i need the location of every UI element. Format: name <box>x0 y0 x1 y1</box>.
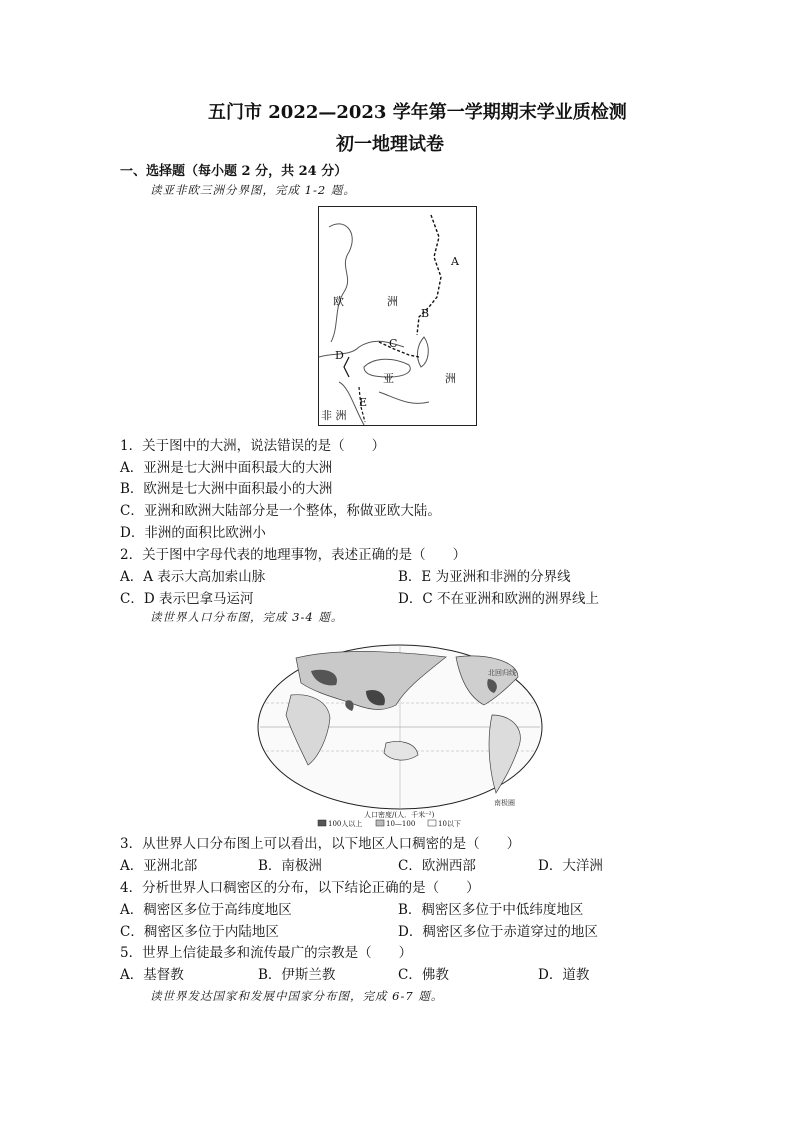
q3-option-a[interactable]: A．亚洲北部 <box>120 858 198 874</box>
label-B: B <box>421 307 430 320</box>
q5-option-c[interactable]: C．佛教 <box>398 967 449 983</box>
label-europe-2: 洲 <box>387 295 398 308</box>
q4-stem: 4．分析世界人口稠密区的分布，以下结论正确的是（ ） <box>120 880 480 896</box>
label-asia-2: 洲 <box>445 372 456 385</box>
q5-option-d[interactable]: D．道教 <box>538 967 590 983</box>
q1-option-a[interactable]: A．亚洲是七大洲中面积最大的大洲 <box>120 460 333 476</box>
q5-option-a[interactable]: A．基督教 <box>120 967 184 983</box>
label-asia-1: 亚 <box>383 372 394 385</box>
q4-option-d[interactable]: D．稠密区多位于赤道穿过的地区 <box>398 924 598 940</box>
label-africa: 非 洲 <box>321 409 347 422</box>
label-A: A <box>451 255 459 268</box>
q4-option-b[interactable]: B．稠密区多位于中低纬度地区 <box>398 902 584 918</box>
q2-option-b[interactable]: B．E 为亚洲和非洲的分界线 <box>398 569 571 585</box>
q4-option-a[interactable]: A．稠密区多位于高纬度地区 <box>120 902 292 918</box>
label-D: D <box>335 349 344 362</box>
label-E: E <box>359 396 368 409</box>
section-heading: 一、选择题（每小题 2 分，共 24 分） <box>120 164 348 179</box>
exam-title-line1: 五门市 2022—2023 学年第一学期期末学业质检测 <box>208 102 627 123</box>
label-europe-1: 欧 <box>333 295 344 308</box>
q5-stem: 5．世界上信徒最多和流传最广的宗教是（ ） <box>120 945 413 961</box>
legend-item-mid: 10—100 <box>386 820 416 827</box>
label-C: C <box>389 337 398 350</box>
q3-option-d[interactable]: D．大洋洲 <box>538 858 603 874</box>
q1-option-b[interactable]: B．欧洲是七大洲中面积最小的大洲 <box>120 481 333 497</box>
legend-title: 人口密度/(人．千米⁻²) <box>364 811 435 819</box>
legend-item-low: 10以下 <box>438 820 461 827</box>
continent-boundary-map <box>318 206 477 426</box>
map1-intro: 读亚非欧三洲分界图，完成 1-2 题。 <box>150 183 356 197</box>
q3-option-b[interactable]: B．南极洲 <box>258 858 322 874</box>
q2-option-a[interactable]: A．A 表示大高加索山脉 <box>120 569 266 585</box>
map2-intro: 读世界人口分布图，完成 3-4 题。 <box>150 610 344 624</box>
q2-option-c[interactable]: C．D 表示巴拿马运河 <box>120 591 254 607</box>
legend-swatch-low <box>428 820 436 826</box>
q1-option-d[interactable]: D．非洲的面积比欧洲小 <box>120 525 266 541</box>
q1-option-c[interactable]: C．亚洲和欧洲大陆部分是一个整体，称做亚欧大陆。 <box>120 503 441 519</box>
north-tropic-label: 北回归线 <box>488 669 516 677</box>
map3-intro: 读世界发达国家和发展中国家分布图，完成 6-7 题。 <box>150 989 444 1003</box>
q2-stem: 2．关于图中字母代表的地理事物，表述正确的是（ ） <box>120 547 467 563</box>
q5-option-b[interactable]: B．伊斯兰教 <box>258 967 336 983</box>
q4-option-c[interactable]: C．稠密区多位于内陆地区 <box>120 924 279 940</box>
world-population-map <box>256 643 544 827</box>
q2-option-d[interactable]: D．C 不在亚洲和欧洲的洲界线上 <box>398 591 599 607</box>
antarctic-circle-label: 南极圈 <box>494 799 515 807</box>
legend-swatch-high <box>318 820 326 826</box>
legend-swatch-mid <box>376 820 384 826</box>
exam-title-line2: 初一地理试卷 <box>336 134 444 155</box>
q1-stem: 1．关于图中的大洲，说法错误的是（ ） <box>120 438 386 454</box>
q3-stem: 3．从世界人口分布图上可以看出，以下地区人口稠密的是（ ） <box>120 836 521 852</box>
q3-option-c[interactable]: C．欧洲西部 <box>398 858 476 874</box>
legend-item-high: 100人以上 <box>328 820 363 827</box>
